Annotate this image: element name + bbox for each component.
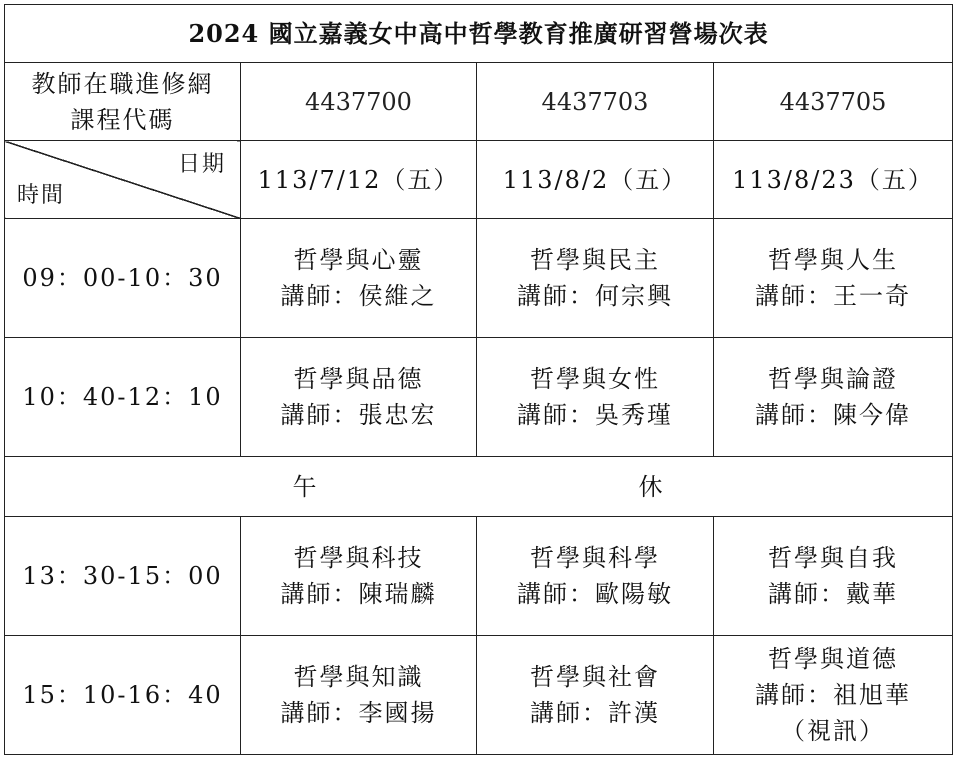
session-time: 10：40-12：10 <box>5 338 241 457</box>
lecturer: 講師：吳秀瑾 <box>517 401 673 429</box>
topic: 哲學與自我 <box>768 544 899 572</box>
topic: 哲學與品德 <box>293 365 424 393</box>
date-1: 113/7/12（五） <box>241 141 477 219</box>
session-cell <box>241 338 477 457</box>
session-row <box>5 517 953 636</box>
lecturer: 講師：張忠宏 <box>280 401 437 429</box>
lunch-label-left: 午 <box>292 472 319 501</box>
lecturer: 講師：陳今偉 <box>755 401 912 429</box>
lecturer: 講師：王一奇 <box>755 282 912 310</box>
topic: 哲學與心靈 <box>293 246 424 274</box>
topic: 哲學與女性 <box>530 365 660 393</box>
lecturer: 講師：侯維之 <box>280 282 437 310</box>
lunch-label-right: 休 <box>638 472 665 501</box>
session-cell <box>477 219 714 338</box>
date-3: 113/8/23（五） <box>714 141 953 219</box>
topic: 哲學與科學 <box>530 544 660 572</box>
session-time: 13：30-15：00 <box>5 517 241 636</box>
session-cell <box>714 219 953 338</box>
schedule-table <box>4 4 953 755</box>
session-cell <box>241 517 477 636</box>
lunch-break-row <box>5 457 953 517</box>
course-code-1: 4437700 <box>241 63 477 141</box>
session-time: 09：00-10：30 <box>5 219 241 338</box>
topic: 哲學與知識 <box>293 663 424 691</box>
course-code-label <box>5 63 241 141</box>
lecturer: 講師：祖旭華 <box>755 681 912 709</box>
course-code-label-line-1: 教師在職進修網 <box>31 69 214 98</box>
topic: 哲學與論證 <box>768 365 899 393</box>
session-time: 15：10-16：40 <box>5 636 241 755</box>
date-2: 113/8/2（五） <box>477 141 714 219</box>
session-row <box>5 219 953 338</box>
video-note: （視訊） <box>781 717 886 745</box>
course-code-3: 4437705 <box>714 63 953 141</box>
lecturer: 講師：何宗興 <box>517 282 673 310</box>
session-cell <box>477 636 714 755</box>
topic: 哲學與人生 <box>768 246 899 274</box>
session-row <box>5 338 953 457</box>
topic: 哲學與道德 <box>768 645 899 673</box>
session-cell <box>477 338 714 457</box>
lecturer: 講師：陳瑞麟 <box>280 580 437 608</box>
session-cell <box>714 636 953 755</box>
session-cell <box>477 517 714 636</box>
corner-header <box>5 141 241 219</box>
session-row <box>5 636 953 755</box>
table-title: 2024 國立嘉義女中高中哲學教育推廣研習營場次表 <box>5 5 953 63</box>
session-cell <box>241 636 477 755</box>
course-code-2: 4437703 <box>477 63 714 141</box>
topic: 哲學與科技 <box>293 544 424 572</box>
lecturer: 講師：許漢 <box>530 699 660 727</box>
session-cell <box>241 219 477 338</box>
session-cell <box>714 338 953 457</box>
topic: 哲學與社會 <box>530 663 660 691</box>
lecturer: 講師：戴華 <box>768 580 899 608</box>
lecturer: 講師：歐陽敏 <box>517 580 673 608</box>
topic: 哲學與民主 <box>530 246 660 274</box>
lecturer: 講師：李國揚 <box>280 699 437 727</box>
date-axis-label: 日期 <box>177 152 226 177</box>
time-axis-label: 時間 <box>17 183 66 208</box>
course-code-label-line-2: 課程代碼 <box>70 105 175 134</box>
session-cell <box>714 517 953 636</box>
